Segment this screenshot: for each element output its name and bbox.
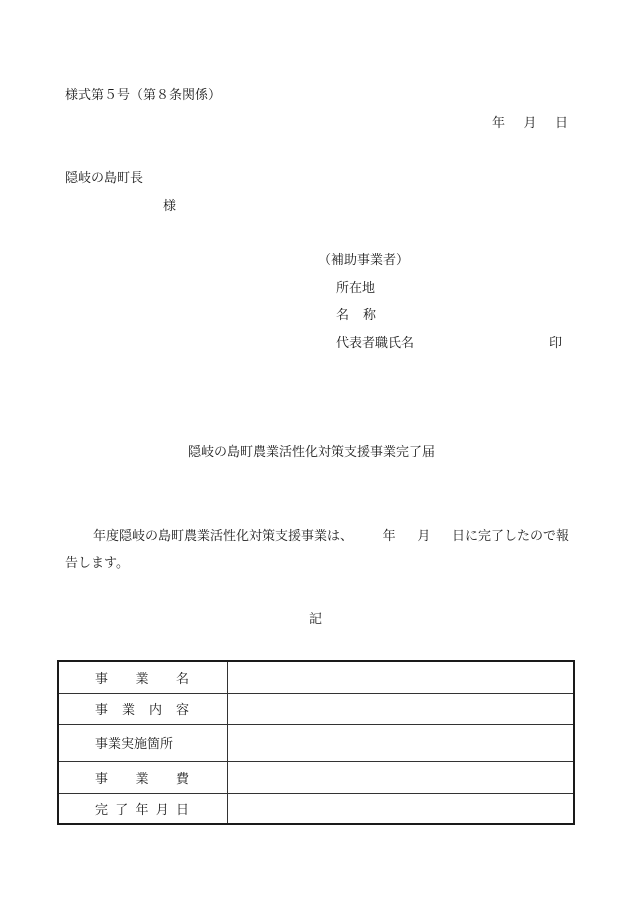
label-part: 日 <box>175 802 189 818</box>
label-part: 費 <box>175 771 189 787</box>
body-fiscal-year-text: 年度隠岐の島町農業活性化対策支援事業は、 <box>93 529 354 544</box>
date-line <box>492 116 568 132</box>
body-line-2: 告します。 <box>65 556 129 571</box>
form-number: 様式第５号（第８条関係） <box>65 88 222 103</box>
representative-label: 代表者職氏名 <box>336 336 415 351</box>
applicant-heading: （補助事業者） <box>318 253 410 268</box>
addressee-honorific: 様 <box>163 199 177 214</box>
row-label-project-name <box>58 661 228 693</box>
project-content-field[interactable] <box>228 693 575 724</box>
table-row <box>58 793 574 824</box>
completion-date-field[interactable] <box>228 793 575 824</box>
addressee-name: 隠岐の島町長 <box>65 171 144 186</box>
label-part: 容 <box>175 703 189 718</box>
document-title: 隠岐の島町農業活性化対策支援事業完了届 <box>188 445 436 460</box>
body-line-1 <box>93 529 569 545</box>
table-row <box>58 661 574 693</box>
name-label-part: 名 <box>336 308 350 323</box>
body-year-label: 年 <box>382 529 396 544</box>
name-label <box>336 308 376 324</box>
project-location-field[interactable] <box>228 724 575 761</box>
label-part: 内 <box>148 703 162 718</box>
label-part: 事業実施箇所 <box>95 737 174 752</box>
label-part: 業 <box>135 671 149 687</box>
body-day-text: 日に完了したので報 <box>451 529 569 544</box>
label-part: 事 <box>95 671 109 687</box>
table-row <box>58 761 574 793</box>
address-label: 所在地 <box>336 281 376 296</box>
table-row <box>58 693 574 724</box>
ki-heading: 記 <box>309 612 323 627</box>
row-label-project-cost <box>58 761 228 793</box>
date-month-label: 月 <box>523 116 537 131</box>
date-day-label: 日 <box>554 116 568 131</box>
label-part: 月 <box>155 802 169 818</box>
label-part: 事 <box>95 771 109 787</box>
table-row <box>58 724 574 761</box>
project-name-field[interactable] <box>228 661 575 693</box>
row-label-project-location <box>58 724 228 761</box>
label-part: 了 <box>115 802 129 818</box>
label-part: 業 <box>135 771 149 787</box>
seal-label: 印 <box>549 336 563 351</box>
label-part: 完 <box>95 802 109 818</box>
label-part: 年 <box>135 802 149 818</box>
row-label-completion-date <box>58 793 228 824</box>
label-part: 事 <box>95 703 109 718</box>
name-label-part: 称 <box>362 308 376 323</box>
project-cost-field[interactable] <box>228 761 575 793</box>
date-year-label: 年 <box>492 116 506 131</box>
body-month-label: 月 <box>417 529 431 544</box>
label-part: 業 <box>121 703 135 718</box>
label-part: 名 <box>175 671 189 687</box>
row-label-project-content <box>58 693 228 724</box>
items-table <box>57 660 575 825</box>
